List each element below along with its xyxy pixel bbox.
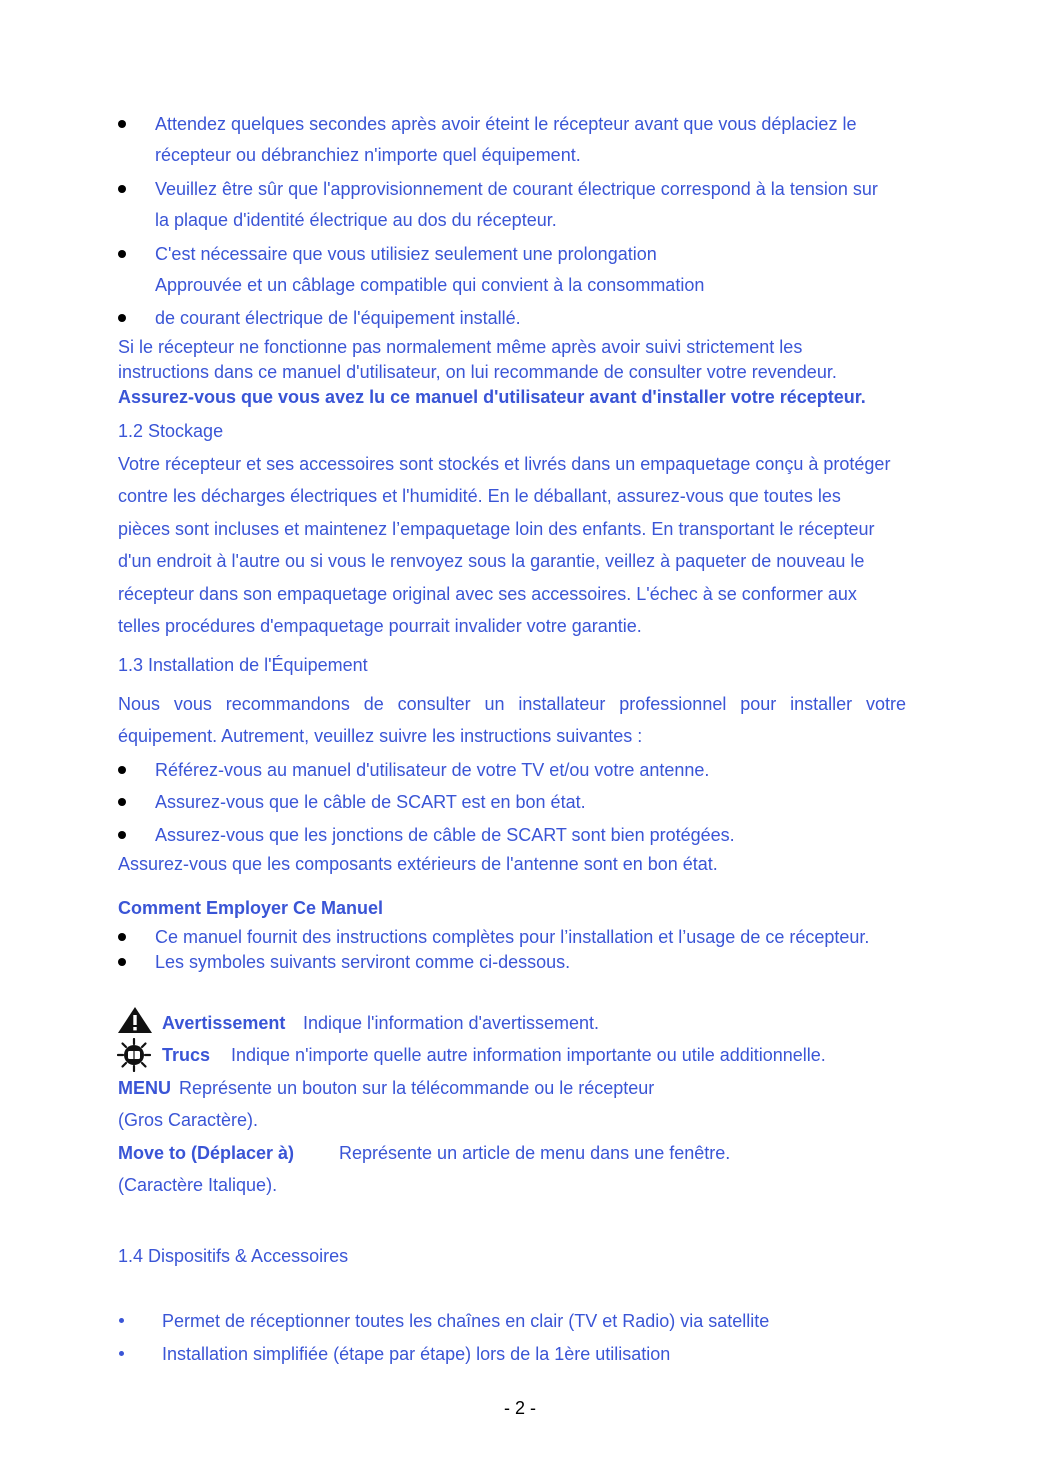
list-item: C'est nécessaire que vous utilisiez seulement une prolongation [155,244,657,264]
tips-label: Trucs [162,1045,211,1065]
storage-line: telles procédures d'empaquetage pourrait invalider votre garantie. [118,616,642,636]
note-line: instructions dans ce manuel d'utilisateur, on lui recommande de consulter votre revendeur. [118,362,837,382]
list-item: Installation simplifiée (étape par étape) lors de la 1ère utilisation [162,1344,671,1364]
bullet-dot [118,250,126,258]
storage-line: Votre récepteur et ses accessoires sont stockés et livrés dans un empaquetage conçu à protéger [118,454,891,474]
move-note: (Caractère Italique). [118,1175,278,1195]
warning-label: Avertissement [162,1013,286,1033]
section-heading-installation: 1.3 Installation de l'Équipement [118,655,368,675]
warning-text: Indique l'information d'avertissement. [303,1013,600,1033]
section-heading-storage: 1.2 Stockage [118,421,224,441]
warning-icon [117,1006,153,1034]
note-line: Si le récepteur ne fonctionne pas normalement même après avoir suivi strictement les [118,337,803,357]
bullet-dot [118,185,126,193]
list-item-continuation: récepteur ou débranchiez n'importe quel équipement. [155,145,581,165]
move-label: Move to (Déplacer à) [118,1143,295,1163]
bullet-dot [118,958,126,966]
section-heading-manual: Comment Employer Ce Manuel [118,898,384,918]
storage-line: pièces sont incluses et maintenez l’empaquetage loin des enfants. En transportant le récepteur [118,519,875,539]
menu-text: Représente un bouton sur la télécommande ou le récepteur [179,1078,655,1098]
list-item-continuation: la plaque d'identité électrique au dos du récepteur. [155,210,557,230]
bullet-dot [118,766,126,774]
list-item: Assurez-vous que les jonctions de câble de SCART sont bien protégées. [155,825,735,845]
note-important: Assurez-vous que vous avez lu ce manuel d'utilisateur avant d'installer votre récepteur. [118,387,866,407]
menu-label: MENU [118,1078,171,1098]
list-item: Attendez quelques secondes après avoir éteint le récepteur avant que vous déplaciez le [155,114,857,134]
installation-line: équipement. Autrement, veuillez suivre les instructions suivantes : [118,726,643,746]
list-item: Ce manuel fournit des instructions complètes pour l’installation et l’usage de ce récepteur. [155,927,870,947]
tips-icon [117,1038,151,1072]
installation-after: Assurez-vous que les composants extérieurs de l'antenne sont en bon état. [118,854,718,874]
list-item: Assurez-vous que le câble de SCART est en bon état. [155,792,586,812]
page-number: - 2 - [503,1398,536,1418]
storage-line: d'un endroit à l'autre ou si vous le renvoyez sous la garantie, veillez à paqueter de nouveau le [118,551,865,571]
move-text: Représente un article de menu dans une fenêtre. [339,1143,731,1163]
list-item: Veuillez être sûr que l'approvisionnement de courant électrique correspond à la tension sur [155,179,878,199]
list-item: de courant électrique de l'équipement installé. [155,308,521,328]
bullet-dot [119,1351,124,1356]
storage-line: contre les décharges électriques et l'humidité. En le déballant, assurez-vous que toutes les [118,486,841,506]
list-item: Référez-vous au manuel d'utilisateur de votre TV et/ou votre antenne. [155,760,710,780]
bullet-dot [118,933,126,941]
list-item-continuation: Approuvée et un câblage compatible qui convient à la consommation [155,275,705,295]
installation-line: Nous vous recommandons de consulter un installateur professionnel pour installer votre [118,694,906,714]
list-item: Permet de réceptionner toutes les chaînes en clair (TV et Radio) via satellite [162,1311,770,1331]
tips-text: Indique n'importe quelle autre information importante ou utile additionnelle. [231,1045,826,1065]
list-item: Les symboles suivants serviront comme ci-dessous. [155,952,571,972]
bullet-dot [118,798,126,806]
menu-note: (Gros Caractère). [118,1110,259,1130]
storage-line: récepteur dans son empaquetage original avec ses accessoires. L'échec à se conformer aux [118,584,857,604]
bullet-dot [118,314,126,322]
bullet-dot [119,1318,124,1323]
section-heading-accessories: 1.4 Dispositifs & Accessoires [118,1246,349,1266]
bullet-dot [118,120,126,128]
bullet-dot [118,831,126,839]
